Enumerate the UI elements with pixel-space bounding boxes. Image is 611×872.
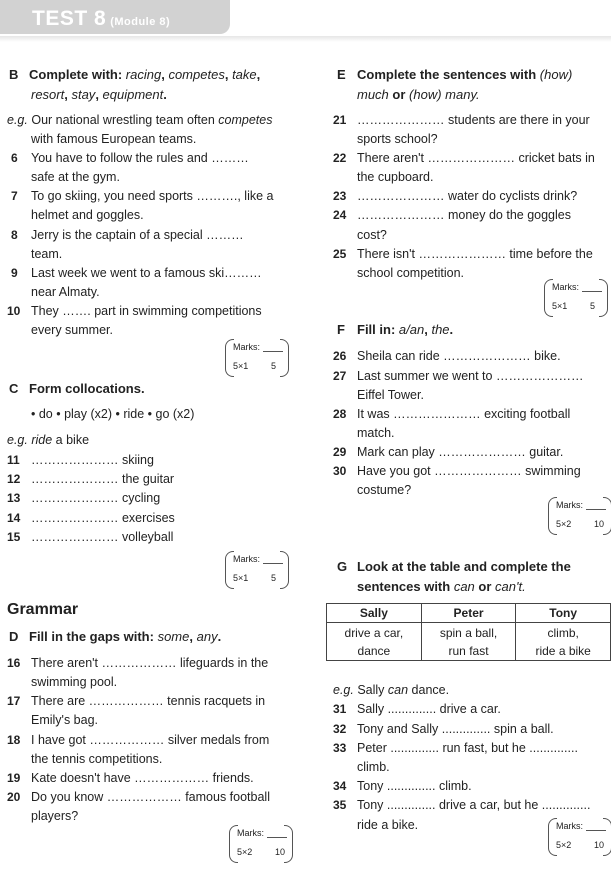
item-text: There isn't ………………… time before the xyxy=(357,247,593,261)
marks-label: Marks: xyxy=(552,282,579,292)
item-number: 7 xyxy=(11,189,18,203)
item-text-cont: ride a bike. xyxy=(357,818,419,832)
marks-calc: 5×2 xyxy=(556,519,572,529)
item-text-cont: helmet and goggles. xyxy=(31,208,144,222)
item-number: 16 xyxy=(7,656,21,670)
marks-total: 10 xyxy=(594,840,605,850)
item-text-cont: swimming pool. xyxy=(31,675,118,689)
item-number: 13 xyxy=(7,491,21,505)
marks-total: 5 xyxy=(271,573,277,583)
marks-calc: 5×1 xyxy=(233,573,249,583)
item-number: 30 xyxy=(333,464,347,478)
test-title: TEST 8 (Module 8) xyxy=(32,7,171,30)
section-g-heading: G Look at the table and complete the xyxy=(337,559,571,574)
marks-label: Marks: xyxy=(556,821,583,831)
section-b-heading-cont: resort, stay, equipment. xyxy=(31,87,167,102)
table-header: Tony xyxy=(516,604,611,623)
item-text-cont: sports school? xyxy=(357,132,438,146)
item-number: 14 xyxy=(7,511,21,525)
item-number: 35 xyxy=(333,798,347,812)
marks-total: 10 xyxy=(594,519,605,529)
item-text: Last summer we went to ………………… xyxy=(357,369,584,383)
item-number: 15 xyxy=(7,530,21,544)
table-cell: drive a car, dance xyxy=(327,623,422,661)
marks-calc: 5×2 xyxy=(237,847,253,857)
item-text: ………………… students are there in your xyxy=(357,113,590,127)
item-number: 28 xyxy=(333,407,347,421)
item-text: ………………… water do cyclists drink? xyxy=(357,189,578,203)
item-number: 31 xyxy=(333,702,347,716)
item-text-cont: Emily's bag. xyxy=(31,713,98,727)
marks-label: Marks: xyxy=(233,342,260,352)
item-text-cont: safe at the gym. xyxy=(31,170,120,184)
item-text-cont: team. xyxy=(31,247,63,261)
item-text-cont: climb. xyxy=(357,760,390,774)
section-d-heading: D Fill in the gaps with: some, any. xyxy=(9,629,222,644)
item-text: ………………… money do the goggles xyxy=(357,208,571,222)
item-text: Have you got ………………… swimming xyxy=(357,464,581,478)
item-number: 24 xyxy=(333,208,347,222)
header-divider xyxy=(0,36,611,42)
item-number: 8 xyxy=(11,228,18,242)
item-text: Sally .............. drive a car. xyxy=(357,702,501,716)
marks-box xyxy=(548,497,611,535)
item-text: Tony .............. drive a car, but he .............. xyxy=(357,798,591,812)
b-example-cont: with famous European teams. xyxy=(31,132,197,146)
item-number: 22 xyxy=(333,151,347,165)
item-text: There aren't ………………… cricket bats in xyxy=(357,151,595,165)
item-text: Peter .............. run fast, but he .............. xyxy=(357,741,578,755)
c-word-list: • do • play (x2) • ride • go (x2) xyxy=(31,407,195,421)
section-e-heading: E Complete the sentences with (how) xyxy=(337,67,573,82)
item-text: There are ……………… tennis racquets in xyxy=(31,694,266,708)
marks-box xyxy=(544,279,608,317)
item-text-cont: the cupboard. xyxy=(357,170,434,184)
marks-label: Marks: xyxy=(556,500,583,510)
marks-box xyxy=(225,339,289,377)
table-cell: spin a ball, run fast xyxy=(421,623,516,661)
item-text: Sheila can ride ………………… bike. xyxy=(357,349,561,363)
item-text: Tony and Sally .............. spin a ball. xyxy=(357,722,554,736)
table-header: Sally xyxy=(327,604,422,623)
item-text-cont: school competition. xyxy=(357,266,465,280)
header-band xyxy=(0,0,611,40)
item-text-cont: the tennis competitions. xyxy=(31,752,163,766)
marks-total: 10 xyxy=(275,847,286,857)
marks-total: 5 xyxy=(271,361,277,371)
section-b-heading: B Complete with: racing, competes, take, xyxy=(9,67,261,82)
item-text-cont: every summer. xyxy=(31,323,113,337)
item-number: 12 xyxy=(7,472,21,486)
item-number: 18 xyxy=(7,733,21,747)
item-text: ………………… volleyball xyxy=(31,530,174,544)
item-number: 33 xyxy=(333,741,347,755)
marks-label: Marks: xyxy=(237,828,264,838)
item-text-cont: costume? xyxy=(357,483,412,497)
item-text: There aren't ……………… lifeguards in the xyxy=(31,656,269,670)
c-example: e.g. ride a bike xyxy=(7,433,90,447)
item-text-cont: near Almaty. xyxy=(31,285,100,299)
item-text-cont: players? xyxy=(31,809,79,823)
item-number: 29 xyxy=(333,445,347,459)
table-header: Peter xyxy=(421,604,516,623)
item-number: 32 xyxy=(333,722,347,736)
g-example: e.g. Sally can dance. xyxy=(333,683,450,697)
item-text: I have got ……………… silver medals from xyxy=(31,733,270,747)
item-text: ………………… exercises xyxy=(31,511,175,525)
item-number: 20 xyxy=(7,790,21,804)
marks-calc: 5×1 xyxy=(233,361,249,371)
marks-box xyxy=(229,825,293,863)
section-e-heading-cont: much or (how) many. xyxy=(357,87,480,102)
item-text: It was ………………… exciting football xyxy=(357,407,571,421)
item-text: Tony .............. climb. xyxy=(357,779,472,793)
item-text-cont: match. xyxy=(357,426,395,440)
item-number: 19 xyxy=(7,771,21,785)
item-number: 26 xyxy=(333,349,347,363)
marks-total: 5 xyxy=(590,301,596,311)
item-number: 25 xyxy=(333,247,347,261)
item-text: You have to follow the rules and ……… xyxy=(31,151,249,165)
item-text: Mark can play ………………… guitar. xyxy=(357,445,564,459)
item-text: Kate doesn't have ……………… friends. xyxy=(31,771,254,785)
item-number: 10 xyxy=(7,304,21,318)
b-example: e.g. Our national wrestling team often competes xyxy=(7,113,273,127)
item-text: ………………… the guitar xyxy=(31,472,175,486)
item-number: 27 xyxy=(333,369,347,383)
section-c-heading: C Form collocations. xyxy=(9,381,145,396)
marks-calc: 5×2 xyxy=(556,840,572,850)
grammar-heading: Grammar xyxy=(7,601,79,618)
marks-box xyxy=(225,551,289,589)
item-number: 6 xyxy=(11,151,18,165)
item-number: 21 xyxy=(333,113,347,127)
section-f-heading: F Fill in: a/an, the. xyxy=(337,322,454,337)
table-cell: climb, ride a bike xyxy=(516,623,611,661)
item-text: ………………… cycling xyxy=(31,491,161,505)
item-number: 11 xyxy=(7,453,20,467)
module-label: (Module 8) xyxy=(110,16,171,28)
section-g-heading-cont: sentences with can or can't. xyxy=(357,579,526,594)
item-text: Do you know ……………… famous football xyxy=(31,790,270,804)
item-text: ………………… skiing xyxy=(31,453,154,467)
item-text-cont: cost? xyxy=(357,228,387,242)
marks-label: Marks: xyxy=(233,554,260,564)
item-text: They ……. part in swimming competitions xyxy=(31,304,262,318)
ability-table xyxy=(326,603,611,661)
item-text: Last week we went to a famous ski……… xyxy=(31,266,262,280)
item-number: 23 xyxy=(333,189,347,203)
item-text-cont: Eiffel Tower. xyxy=(357,388,424,402)
marks-box xyxy=(548,818,611,856)
item-text: To go skiing, you need sports ………., like a xyxy=(31,189,274,203)
item-number: 34 xyxy=(333,779,347,793)
item-text: Jerry is the captain of a special ……… xyxy=(31,228,244,242)
marks-calc: 5×1 xyxy=(552,301,568,311)
item-number: 17 xyxy=(7,694,21,708)
item-number: 9 xyxy=(11,266,18,280)
